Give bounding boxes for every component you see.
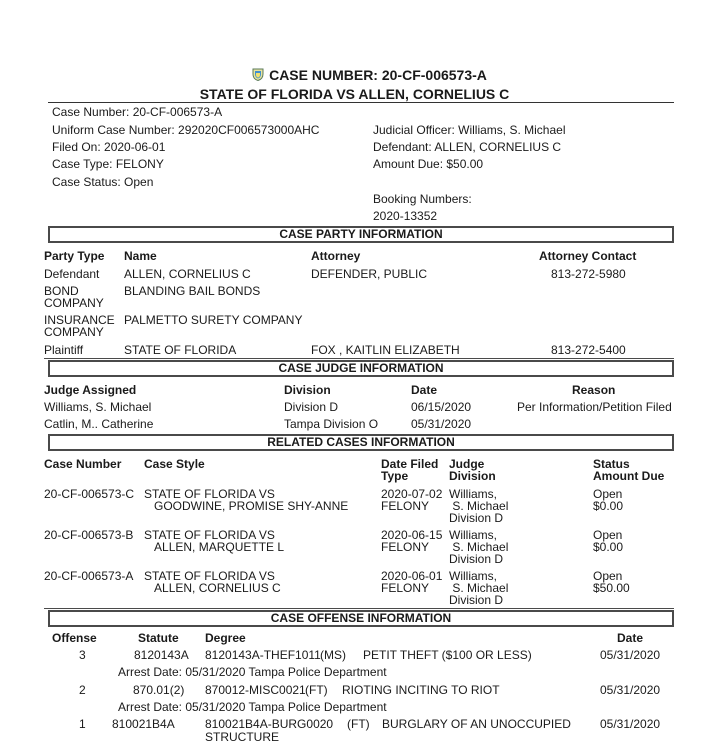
summary-case-number: Case Number: 20-CF-006573-A [52, 105, 223, 119]
related-status-amount: Open $50.00 [593, 569, 630, 595]
party-header-attorney: Attorney [311, 249, 361, 263]
judge-date: 05/31/2020 [411, 417, 472, 431]
offense-statute: 8120143A [134, 648, 189, 662]
judge-name: Williams, S. Michael [44, 400, 152, 414]
offense-number: 2 [79, 683, 86, 697]
party-name: PALMETTO SURETY COMPANY [124, 313, 303, 327]
offense-statute: 810021B4A [112, 717, 175, 731]
related-judge-division: Williams, S. Michael Division D [449, 487, 509, 525]
judge-header-reason: Reason [572, 383, 616, 397]
judge-division: Division D [284, 400, 339, 414]
offense-arrest-info: Arrest Date: 05/31/2020 Tampa Police Department [118, 700, 387, 714]
related-date-type: 2020-07-02 FELONY [381, 487, 443, 513]
related-header-date-type: Date Filed Type [381, 457, 439, 483]
summary-judicial-officer: Judicial Officer: Williams, S. Michael [373, 123, 566, 137]
offense-degree: (FT) [305, 683, 328, 697]
offense-number: 1 [79, 717, 86, 731]
judge-header-assigned: Judge Assigned [44, 383, 137, 397]
party-name: ALLEN, CORNELIUS C [124, 267, 251, 281]
summary-booking-label: Booking Numbers: [373, 192, 472, 206]
section-header-party: CASE PARTY INFORMATION [48, 226, 674, 243]
offense-date: 05/31/2020 [600, 717, 661, 731]
judge-division: Tampa Division O [284, 417, 379, 431]
party-header-name: Name [124, 249, 157, 263]
party-header-contact: Attorney Contact [539, 249, 637, 263]
related-header-judge-division: Judge Division [449, 457, 496, 483]
related-header-status-amount: Status Amount Due [593, 457, 665, 483]
related-case-style: STATE OF FLORIDA VS GOODWINE, PROMISE SHY-ANNE [144, 487, 349, 513]
judge-reason: Per Information/Petition Filed [517, 400, 672, 414]
shield-logo-icon [252, 68, 264, 81]
summary-filed-on: Filed On: 2020-06-01 [52, 140, 166, 154]
section-header-related: RELATED CASES INFORMATION [48, 434, 674, 451]
related-divider [44, 608, 674, 609]
party-attorney: DEFENDER, PUBLIC [311, 267, 428, 281]
party-name: BLANDING BAIL BONDS [124, 284, 261, 298]
party-type: Plaintiff [44, 343, 84, 357]
party-divider [44, 358, 674, 359]
offense-code: 810021B4A-BURG0020 [205, 717, 334, 731]
judge-name: Catlin, M.. Catherine [44, 417, 154, 431]
offense-date: 05/31/2020 [600, 683, 661, 697]
offense-description-continued: STRUCTURE [205, 730, 279, 744]
related-judge-division: Williams, S. Michael Division D [449, 569, 509, 607]
section-header-offense: CASE OFFENSE INFORMATION [48, 610, 674, 627]
offense-code: 8120143A-THEF1011 [205, 648, 321, 662]
offense-degree: (FT) [347, 717, 370, 731]
summary-amount-due: Amount Due: $50.00 [373, 157, 484, 171]
party-header-type: Party Type [44, 249, 105, 263]
judge-header-division: Division [284, 383, 331, 397]
summary-case-type: Case Type: FELONY [52, 157, 164, 171]
offense-date: 05/31/2020 [600, 648, 661, 662]
offense-description: BURGLARY OF AN UNOCCUPIED [382, 717, 571, 731]
related-status-amount: Open $0.00 [593, 487, 624, 513]
offense-statute: 870.01(2) [133, 683, 185, 697]
summary-booking-number: 2020-13352 [373, 209, 438, 223]
related-judge-division: Williams, S. Michael Division D [449, 528, 509, 566]
related-status-amount: Open $0.00 [593, 528, 624, 554]
offense-number: 3 [79, 648, 86, 662]
party-contact: 813-272-5980 [551, 267, 626, 281]
offense-header-degree: Degree [205, 631, 246, 645]
party-name: STATE OF FLORIDA [124, 343, 237, 357]
related-case-style: STATE OF FLORIDA VS ALLEN, CORNELIUS C [144, 569, 281, 595]
related-case-number: 20-CF-006573-A [44, 569, 134, 583]
offense-code: 870012-MISC0021 [205, 683, 306, 697]
related-header-case-number: Case Number [44, 457, 122, 471]
header-divider [48, 102, 674, 103]
party-contact: 813-272-5400 [551, 343, 626, 357]
offense-degree: (MS) [320, 648, 346, 662]
judge-header-date: Date [411, 383, 438, 397]
offense-arrest-info: Arrest Date: 05/31/2020 Tampa Police Department [118, 665, 387, 679]
section-header-judge: CASE JUDGE INFORMATION [48, 360, 674, 377]
offense-header-date: Date [617, 631, 644, 645]
case-style-title: STATE OF FLORIDA VS ALLEN, CORNELIUS C [199, 86, 510, 102]
summary-defendant: Defendant: ALLEN, CORNELIUS C [373, 140, 562, 154]
related-date-type: 2020-06-01 FELONY [381, 569, 443, 595]
party-type: BOND COMPANY [44, 284, 104, 310]
related-header-case-style: Case Style [144, 457, 205, 471]
offense-description: PETIT THEFT ($100 OR LESS) [363, 648, 532, 662]
summary-case-status: Case Status: Open [52, 175, 154, 189]
case-number-title-text: CASE NUMBER: 20-CF-006573-A [269, 67, 487, 83]
related-case-number: 20-CF-006573-C [44, 487, 135, 501]
summary-uniform-case-number: Uniform Case Number: 292020CF006573000AHC [52, 123, 320, 137]
related-case-style: STATE OF FLORIDA VS ALLEN, MARQUETTE L [144, 528, 285, 554]
party-type: Defendant [44, 267, 100, 281]
case-number-title [0, 67, 709, 83]
related-date-type: 2020-06-15 FELONY [381, 528, 443, 554]
party-attorney: FOX , KAITLIN ELIZABETH [311, 343, 460, 357]
offense-header-offense: Offense [52, 631, 97, 645]
related-case-number: 20-CF-006573-B [44, 528, 134, 542]
offense-header-statute: Statute [138, 631, 179, 645]
party-type: INSURANCE COMPANY [44, 313, 115, 339]
offense-description: RIOTING INCITING TO RIOT [342, 683, 500, 697]
judge-date: 06/15/2020 [411, 400, 472, 414]
